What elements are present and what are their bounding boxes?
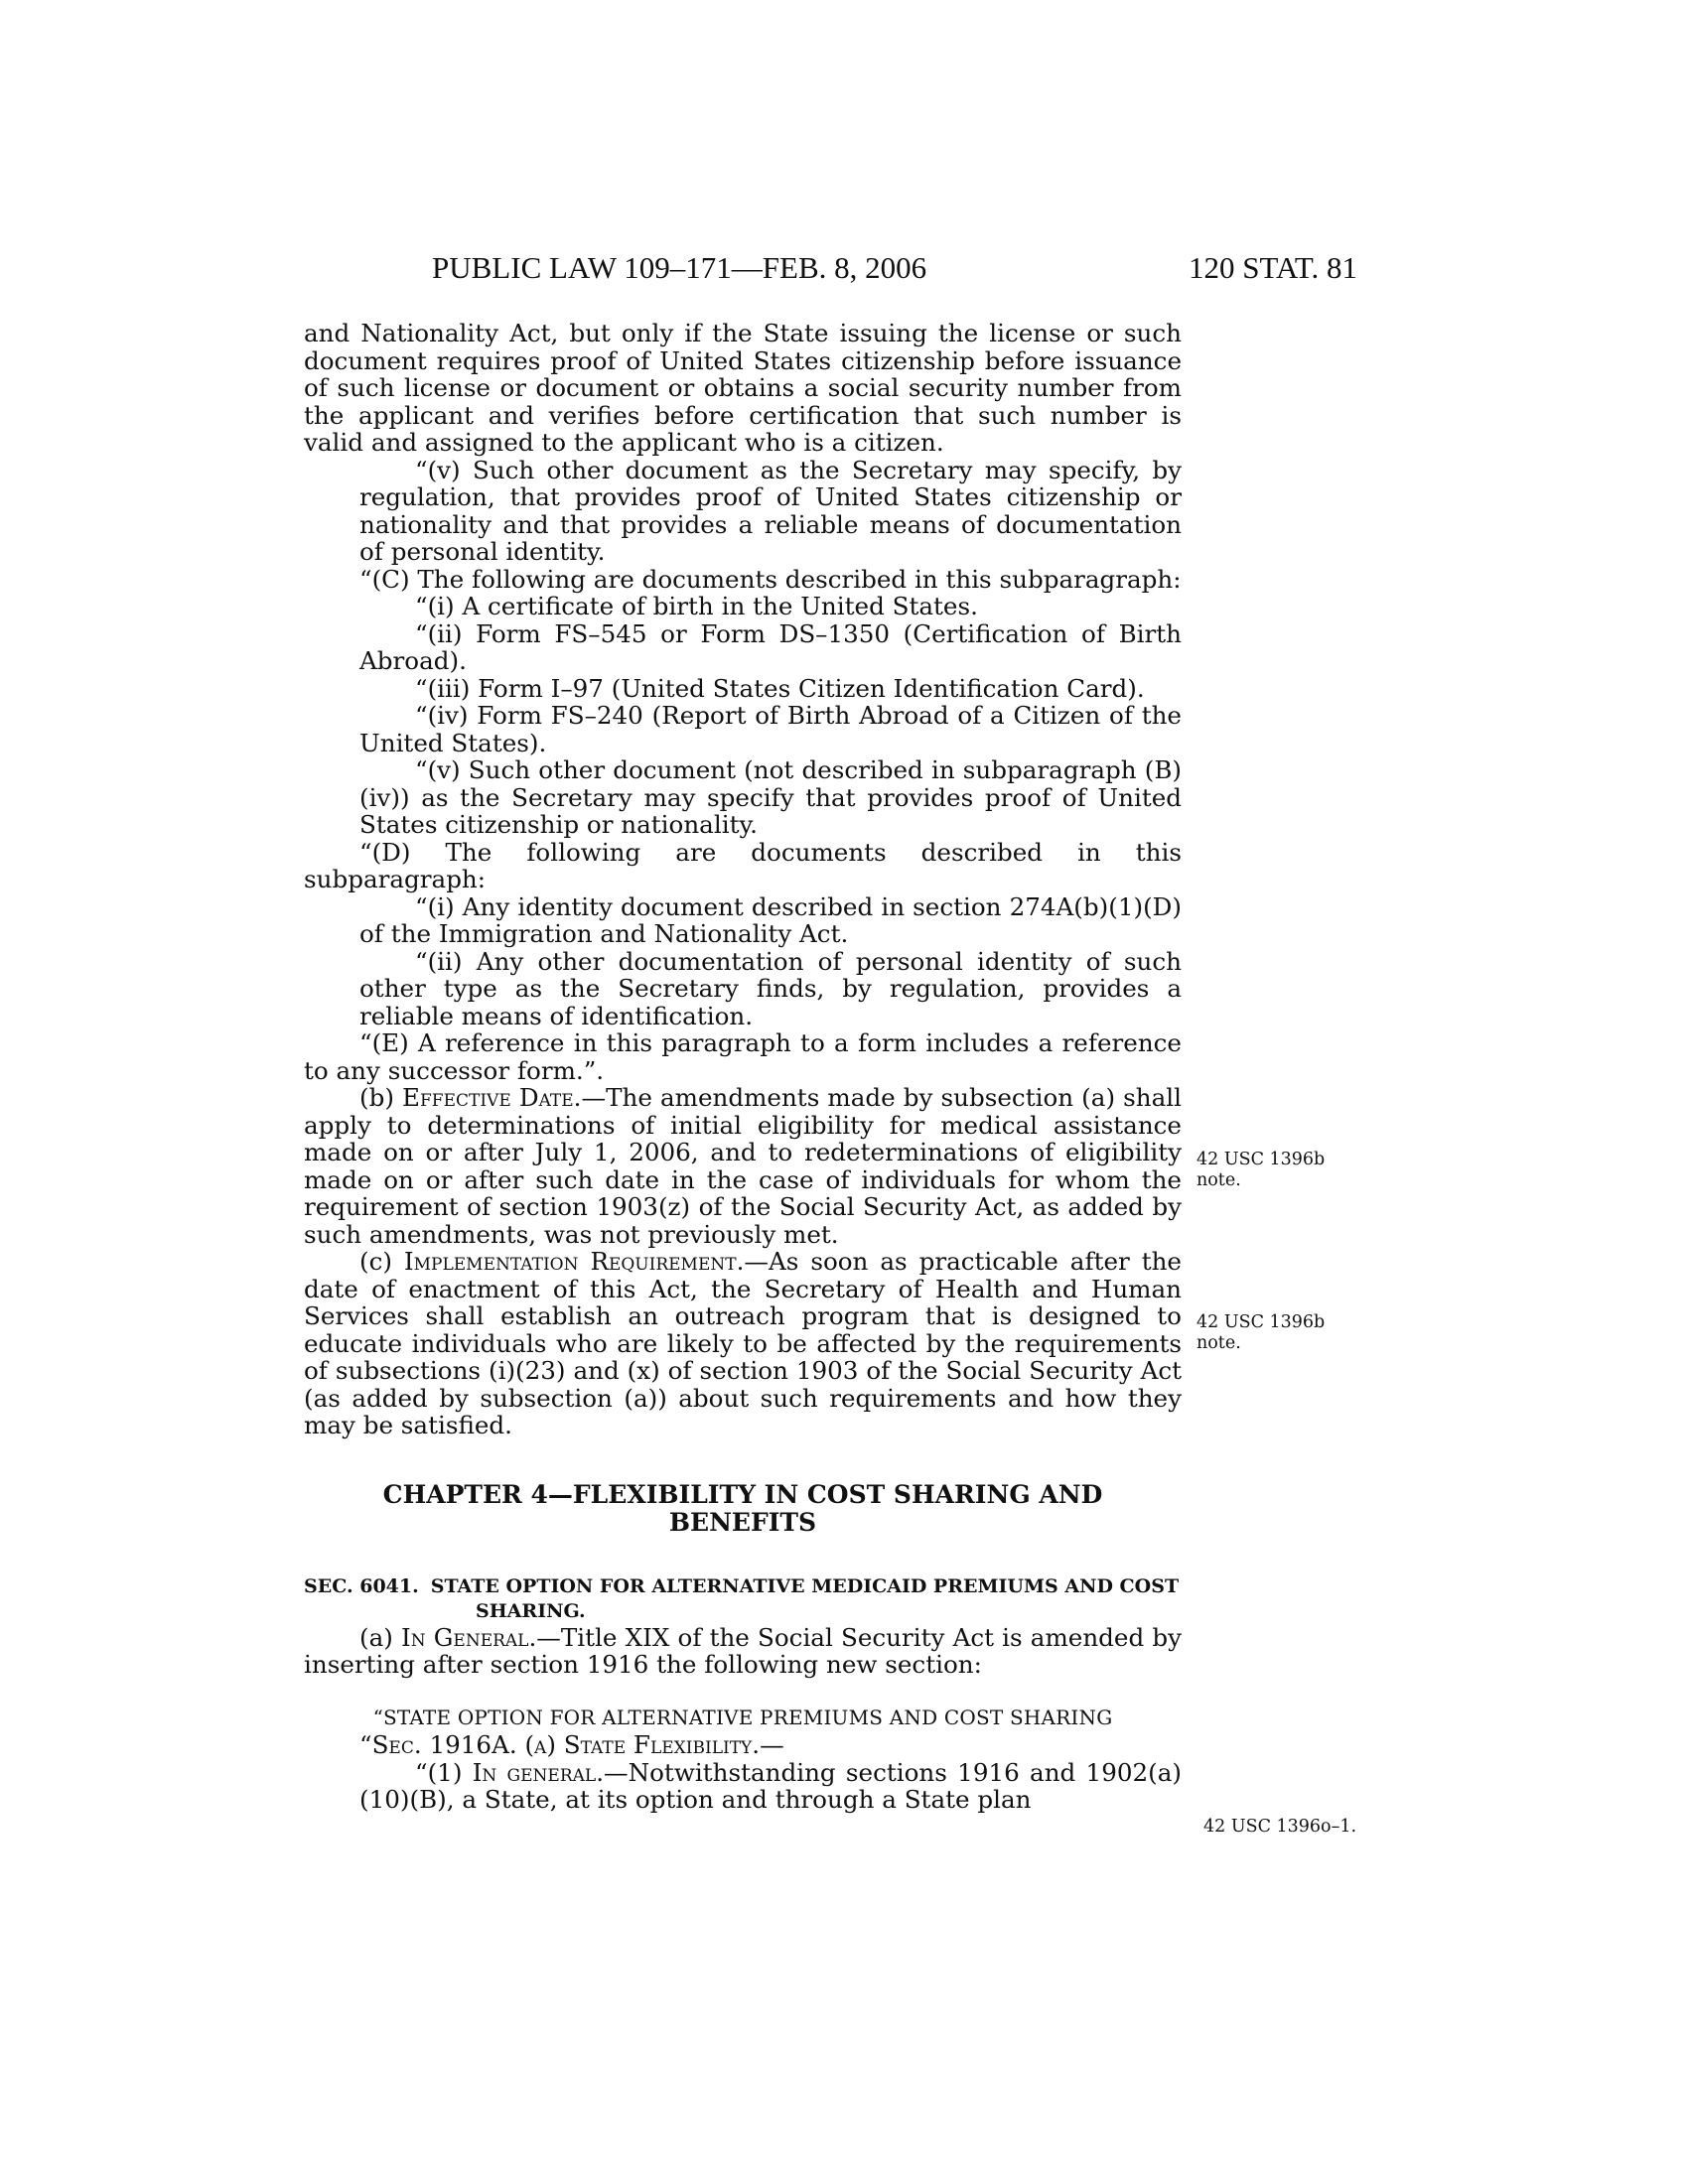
section-heading bbox=[304, 1574, 1182, 1624]
inserted-section-lead: “Sec. 1916A. (a) State Flexibility.— bbox=[359, 1730, 784, 1759]
inserted-section-title: “STATE OPTION FOR ALTERNATIVE PREMIUMS AND COST SHARING bbox=[372, 1705, 1113, 1729]
subsection-in-general: (a) In General.—Title XIX of the Social Security Act is amended by inserting after section 1916 the following new section: bbox=[304, 1622, 1182, 1679]
paragraph: “(ii) Form FS–545 or Form DS–1350 (Certification of Birth Abroad). bbox=[359, 618, 1182, 675]
paragraph: “(v) Such other document (not described in subparagraph (B)(iv)) as the Secretary may specify that provides proof of United States citizenship or nationality. bbox=[359, 755, 1182, 839]
paragraph: “(C) The following are documents described in this subparagraph: bbox=[359, 564, 1182, 594]
paragraph: “(1) In general.—Notwithstanding sections 1916 and 1902(a)(10)(B), a State, at its option and through a State plan bbox=[359, 1757, 1182, 1814]
margin-note: 42 USC 1396o–1. bbox=[1203, 1817, 1357, 1837]
subsection-effective-date: (b) Effective Date.—The amendments made by subsection (a) shall apply to determinations of initial eligibility for medical assistance made on or after July 1, 2006, and to redeterminations of eligibility made on or after such date in the case of individuals for whom the requirement of section 1903(z) of the Social Security Act, as added by such amendments, was not previously met. bbox=[304, 1083, 1182, 1249]
margin-note: 42 USC 1396b note. bbox=[1196, 1150, 1326, 1190]
page-header-stat: 120 STAT. 81 bbox=[1189, 250, 1358, 285]
paragraph: “(D) The following are documents described in this subparagraph: bbox=[304, 837, 1182, 893]
paragraph: “(v) Such other document as the Secretary may specify, by regulation, that provides proof of United States citizenship or nationality and that provides a reliable means of documentation of personal identity. bbox=[359, 455, 1182, 566]
paragraph: and Nationality Act, but only if the State issuing the license or such document requires proof of United States citizenship before issuance of such license or document or obtains a social security number from the applicant and verifies before certification that such number is valid and assigned to the applicant who is a citizen. bbox=[304, 319, 1182, 457]
paragraph: “(i) A certificate of birth in the United States. bbox=[415, 592, 978, 620]
paragraph: “(ii) Any other documentation of personal identity of such other type as the Secretary finds, by regulation, provides a reliable means of identification. bbox=[359, 946, 1182, 1030]
section-number: SEC. 6041. bbox=[304, 1574, 419, 1597]
chapter-heading: CHAPTER 4—FLEXIBILITY IN COST SHARING AND BENEFITS bbox=[382, 1479, 1103, 1537]
page-header-title: PUBLIC LAW 109–171—FEB. 8, 2006 bbox=[432, 250, 927, 285]
section-title: STATE OPTION FOR ALTERNATIVE MEDICAID PREMIUMS AND COST SHARING. bbox=[430, 1574, 1180, 1622]
subsection-heading: Effective Date. bbox=[402, 1083, 582, 1112]
subsection-heading: Implementation Requirement. bbox=[403, 1247, 745, 1276]
margin-note: 42 USC 1396b note. bbox=[1196, 1312, 1326, 1353]
subsection-heading: In general. bbox=[472, 1757, 605, 1787]
subsection-heading: In General. bbox=[401, 1622, 537, 1652]
paragraph: “(E) A reference in this paragraph to a form includes a reference to any successor form.”. bbox=[304, 1028, 1182, 1085]
paragraph: “(iv) Form FS–240 (Report of Birth Abroad of a Citizen of the United States). bbox=[359, 701, 1182, 757]
document-body bbox=[304, 320, 1182, 1814]
subsection-implementation: (c) Implementation Requirement.—As soon as practicable after the date of enactment of this Act, the Secretary of Health and Human Services shall establish an outreach program that is designed to educate individuals who are likely to be affected by the requirements of subsections (i)(23) and (x) of section 1903 of the Social Security Act (as added by subsection (a)) about such requirements and how they may be satisfied. bbox=[304, 1247, 1182, 1439]
paragraph: “(i) Any identity document described in section 274A(b)(1)(D) of the Immigration and Nationality Act. bbox=[359, 891, 1182, 948]
subsection-heading: State Flexibility. bbox=[563, 1730, 761, 1759]
paragraph: “(iii) Form I–97 (United States Citizen Identification Card). bbox=[415, 673, 1145, 703]
